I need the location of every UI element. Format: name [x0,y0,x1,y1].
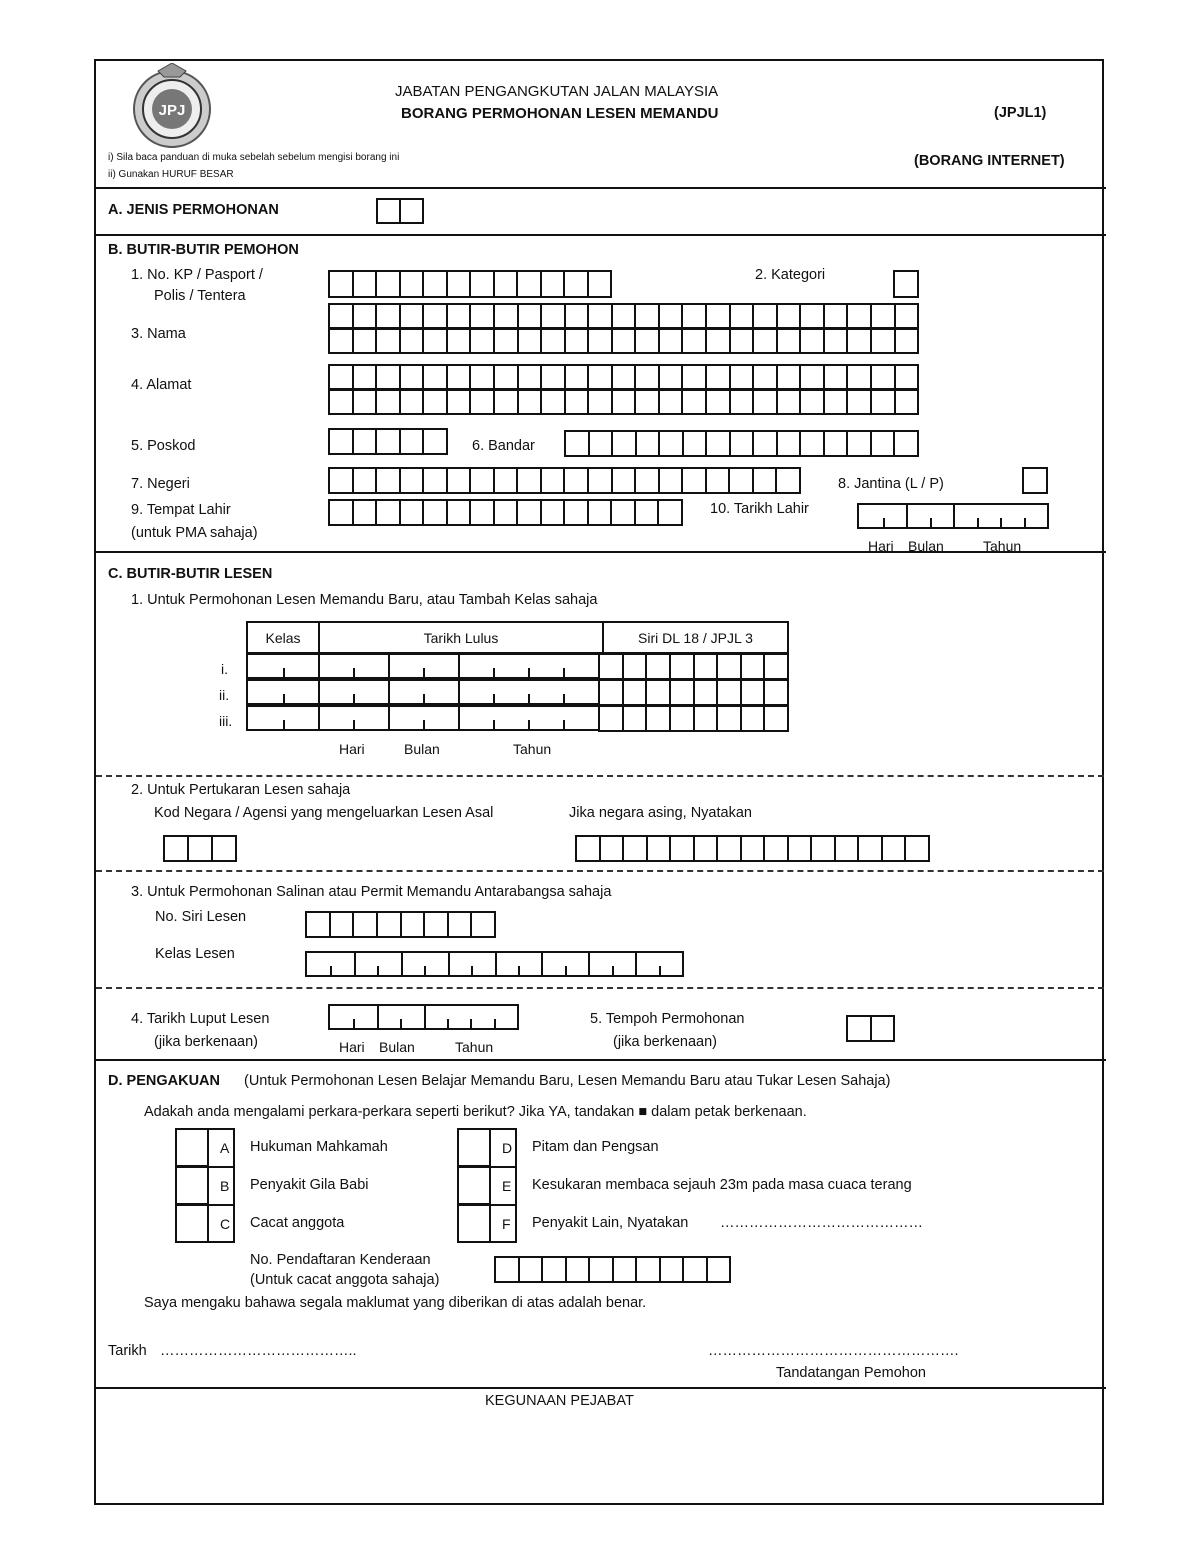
instruction-2: ii) Gunakan HURUF BESAR [108,169,234,180]
checkbox-d[interactable] [457,1128,491,1167]
col-tarikh-lulus: Tarikh Lulus [319,622,603,653]
label-hari: Hari [868,538,894,554]
office-use-title: KEGUNAAN PEJABAT [485,1393,634,1409]
kod-negara-input[interactable] [163,835,237,862]
alamat-input-row-1[interactable] [328,364,919,390]
section-d-title: D. PENGAKUAN [108,1073,220,1089]
label-tarikh-lahir: 10. Tarikh Lahir [710,501,809,517]
label-tahun-c: Tahun [513,741,552,757]
label-nama: 3. Nama [131,326,186,342]
label-no-kp: 1. No. KP / Pasport / [131,267,263,283]
form-code: (JPJL1) [994,105,1047,121]
divider [94,1387,1106,1389]
tarikh-luput-input[interactable] [328,1004,519,1030]
dashed-divider [96,987,1104,989]
no-kp-input[interactable] [328,270,612,298]
nama-input-row-1[interactable] [328,303,919,329]
code-b: B [220,1178,230,1194]
alamat-input-row-2[interactable] [328,389,919,415]
label-no-pendaftaran: No. Pendaftaran Kenderaan [250,1252,431,1268]
label-negeri: 7. Negeri [131,476,190,492]
code-e: E [502,1178,512,1194]
label-alamat: 4. Alamat [131,377,192,393]
label-f: Penyakit Lain, Nyatakan [532,1215,689,1231]
tempat-lahir-input[interactable] [328,499,683,526]
code-c: C [220,1216,231,1232]
label-c2: 2. Untuk Pertukaran Lesen sahaja [131,782,351,798]
sep [491,1166,517,1168]
label-bulan-c: Bulan [404,741,440,757]
checkbox-f[interactable] [457,1204,491,1243]
license-class-table [246,621,789,654]
row-label-i: i. [221,661,228,677]
label-kod-negara: Kod Negara / Agensi yang mengeluarkan Lesen Asal [154,805,494,821]
dashed-divider [96,870,1104,872]
section-c-title: C. BUTIR-BUTIR LESEN [108,566,273,582]
jenis-permohonan-input[interactable] [376,198,424,224]
code-a: A [220,1140,230,1156]
label-tarikh: Tarikh [108,1343,147,1359]
checkbox-e[interactable] [457,1166,491,1205]
label-b: Penyakit Gila Babi [250,1177,369,1193]
section-b-title: B. BUTIR-BUTIR PEMOHON [108,242,299,258]
section-d-subtitle: (Untuk Permohonan Lesen Belajar Memandu Baru, Lesen Memandu Baru atau Tukar Lesen Sahaja) [244,1073,891,1089]
form-type: (BORANG INTERNET) [914,153,1065,169]
siri-row-ii[interactable] [598,679,789,706]
label-bandar: 6. Bandar [472,438,535,454]
declaration-question: Adakah anda mengalami perkara-perkara seperti berikut? Jika YA, tandakan ■ dalam petak berkenaan. [144,1104,807,1120]
label-tempat-lahir: 9. Tempat Lahir [131,502,231,518]
checkbox-b[interactable] [175,1166,209,1205]
label-tempoh: 5. Tempoh Permohonan [590,1011,745,1027]
divider [94,551,1106,553]
penyakit-lain-input[interactable]: …………………………………… [720,1215,923,1231]
siri-row-i[interactable] [598,653,789,680]
sep [209,1204,235,1206]
label-bulan: Bulan [908,538,944,554]
label-kelas-lesen: Kelas Lesen [155,946,235,962]
col-kelas: Kelas [247,622,319,653]
label-a: Hukuman Mahkamah [250,1139,388,1155]
negara-asing-input[interactable] [575,835,930,862]
label-tarikh-luput-note: (jika berkenaan) [154,1034,258,1050]
label-kategori: 2. Kategori [755,267,826,283]
label-c3: 3. Untuk Permohonan Salinan atau Permit Memandu Antarabangsa sahaja [131,884,612,900]
dashed-divider [96,775,1104,777]
label-no-pendaftaran-note: (Untuk cacat anggota sahaja) [250,1272,440,1288]
sep [491,1204,517,1206]
label-tempoh-note: (jika berkenaan) [613,1034,717,1050]
label-poskod: 5. Poskod [131,438,196,454]
poskod-input[interactable] [328,428,448,455]
class-date-row-iii[interactable] [246,705,600,731]
label-tahun-luput: Tahun [455,1039,494,1055]
divider [94,1059,1106,1061]
class-date-row-i[interactable] [246,653,600,679]
row-label-ii: ii. [219,687,230,703]
signature-input[interactable]: ……………………………………………. [708,1343,959,1359]
kategori-input[interactable] [893,270,919,298]
jpj-crest-logo [128,63,216,151]
label-tarikh-luput: 4. Tarikh Luput Lesen [131,1011,270,1027]
section-a-title: A. JENIS PERMOHONAN [108,202,279,218]
label-jantina: 8. Jantina (L / P) [838,476,944,492]
form-title: BORANG PERMOHONAN LESEN MEMANDU [401,105,719,122]
checkbox-a[interactable] [175,1128,209,1167]
no-pendaftaran-input[interactable] [494,1256,731,1283]
tarikh-input[interactable]: ………………………………….. [160,1343,357,1359]
instruction-1: i) Sila baca panduan di muka sebelah sebelum mengisi borang ini [108,152,400,163]
nama-input-row-2[interactable] [328,328,919,354]
kelas-lesen-input[interactable] [305,951,684,977]
checkbox-c[interactable] [175,1204,209,1243]
row-label-iii: iii. [219,713,233,729]
label-tempat-lahir-note: (untuk PMA sahaja) [131,525,258,541]
negeri-input[interactable] [328,467,801,494]
label-c1: 1. Untuk Permohonan Lesen Memandu Baru, atau Tambah Kelas sahaja [131,592,598,608]
col-siri: Siri DL 18 / JPJL 3 [603,622,788,653]
label-hari-luput: Hari [339,1039,365,1055]
label-tandatangan: Tandatangan Pemohon [776,1365,926,1381]
declaration-statement: Saya mengaku bahawa segala maklumat yang diberikan di atas adalah benar. [144,1295,647,1311]
logo-lettering: JPJ [158,102,186,119]
bandar-input[interactable] [564,430,919,457]
code-d: D [502,1140,513,1156]
no-siri-lesen-input[interactable] [305,911,496,938]
label-hari-c: Hari [339,741,365,757]
sep [209,1166,235,1168]
label-d: Pitam dan Pengsan [532,1139,659,1155]
label-c: Cacat anggota [250,1215,345,1231]
label-e: Kesukaran membaca sejauh 23m pada masa cuaca terang [532,1177,912,1193]
label-tahun: Tahun [983,538,1022,554]
class-date-row-ii[interactable] [246,679,600,705]
label-bulan-luput: Bulan [379,1039,415,1055]
label-negara-asing: Jika negara asing, Nyatakan [569,805,752,821]
tempoh-input[interactable] [846,1015,895,1042]
divider [94,187,1106,189]
label-no-siri-lesen: No. Siri Lesen [155,909,247,925]
tarikh-lahir-input[interactable] [857,503,1049,529]
code-f: F [502,1216,511,1232]
siri-row-iii[interactable] [598,705,789,732]
agency-name: JABATAN PENGANGKUTAN JALAN MALAYSIA [395,83,719,100]
divider [94,234,1106,236]
jantina-input[interactable] [1022,467,1048,494]
label-no-kp-2: Polis / Tentera [154,288,246,304]
